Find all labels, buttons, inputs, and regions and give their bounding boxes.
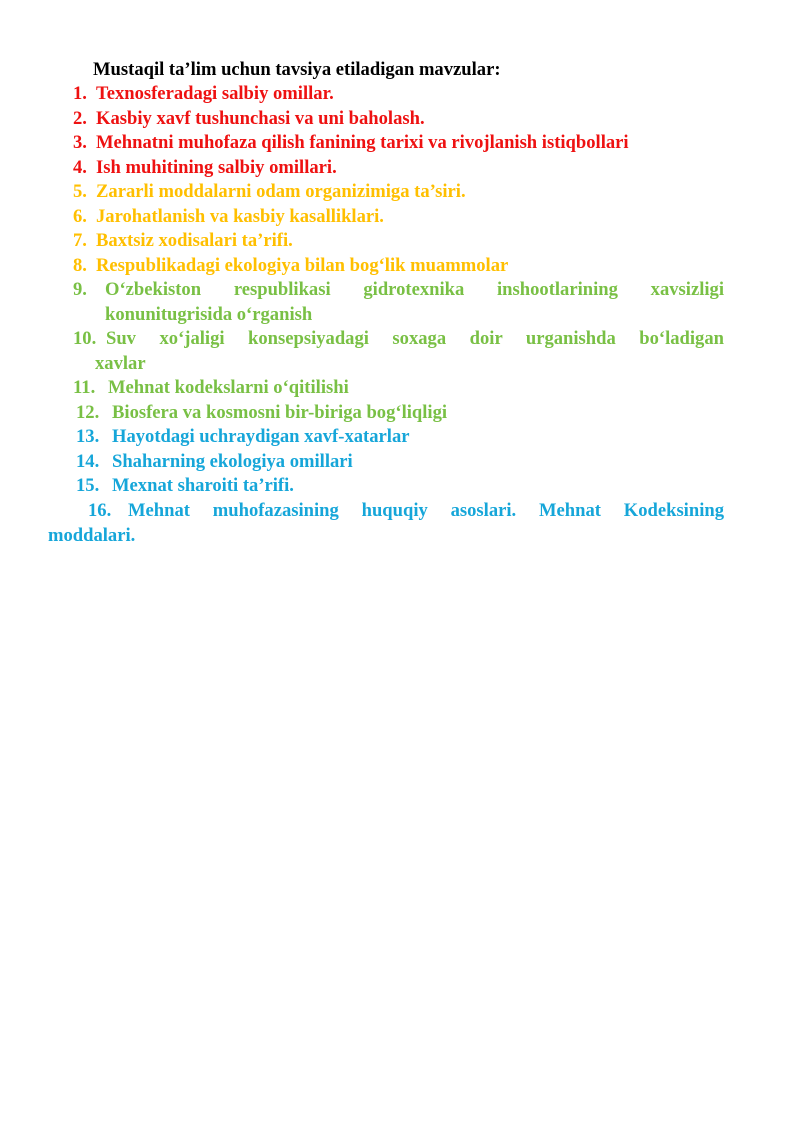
item-number: 7.: [73, 230, 87, 251]
item-text-continuation: moddalari.: [48, 525, 136, 546]
item-number: 5.: [73, 181, 87, 202]
list-item: [48, 499, 724, 549]
item-text: Shaharning ekologiya omillari: [112, 451, 353, 472]
list-item: [73, 376, 723, 401]
item-text-continuation: xavlar: [95, 353, 146, 374]
list-item: [73, 131, 723, 156]
list-item: [73, 180, 723, 205]
item-text: Suv xo‘jaligi konsepsiyadagi soxaga doir urganishda bo‘ladigan: [106, 328, 724, 349]
item-number: 4.: [73, 157, 87, 178]
item-text: Ish muhitining salbiy omillari.: [96, 157, 337, 178]
item-number: 3.: [73, 132, 87, 153]
item-number: 6.: [73, 206, 87, 227]
item-text: O‘zbekiston respublikasi gidrotexnika inshootlarining xavsizligi: [105, 279, 724, 300]
list-item: [76, 474, 726, 499]
list-item: [73, 278, 724, 328]
item-text: Jarohatlanish va kasbiy kasalliklari.: [96, 206, 384, 227]
item-number: 10.: [73, 328, 97, 349]
list-item: [73, 327, 724, 377]
item-text: Mehnatni muhofaza qilish fanining tarixi va rivojlanish istiqbollari: [96, 132, 629, 153]
list-item: [73, 229, 723, 254]
item-text: Mehnat muhofazasining huquqiy asoslari. Mehnat Kodeksining: [128, 500, 724, 521]
item-text: Hayotdagi uchraydigan xavf-xatarlar: [112, 426, 410, 447]
item-text: Zararli moddalarni odam organizimiga ta’siri.: [96, 181, 466, 202]
list-item: [73, 82, 723, 107]
item-number: 9.: [73, 279, 87, 300]
item-text: Texnosferadagi salbiy omillar.: [96, 83, 334, 104]
item-number: 8.: [73, 255, 87, 276]
item-text: Biosfera va kosmosni bir-biriga bog‘liqligi: [112, 402, 448, 423]
item-number: 14.: [76, 451, 100, 472]
item-text: Mexnat sharoiti ta’rifi.: [112, 475, 294, 496]
item-text: Respublikadagi ekologiya bilan bog‘lik muammolar: [96, 255, 509, 276]
list-item: [73, 107, 723, 132]
item-text-continuation: konunitugrisida o‘rganish: [105, 304, 313, 325]
item-number: 1.: [73, 83, 87, 104]
item-text: Kasbiy xavf tushunchasi va uni baholash.: [96, 108, 425, 129]
item-number: 13.: [76, 426, 100, 447]
list-item: [73, 254, 723, 279]
list-item: [76, 401, 726, 426]
item-number: 11.: [73, 377, 96, 398]
topics-heading: Mustaqil ta’lim uchun tavsiya etiladigan mavzular:: [93, 59, 501, 80]
list-item: [73, 156, 723, 181]
item-number: 15.: [76, 475, 100, 496]
item-number: 16.: [88, 500, 112, 521]
item-number: 12.: [76, 402, 100, 423]
item-text: Baxtsiz xodisalari ta’rifi.: [96, 230, 293, 251]
item-text: Mehnat kodekslarni o‘qitilishi: [108, 377, 349, 398]
list-item: [76, 450, 726, 475]
list-item: [73, 205, 723, 230]
item-number: 2.: [73, 108, 87, 129]
list-item: [76, 425, 726, 450]
